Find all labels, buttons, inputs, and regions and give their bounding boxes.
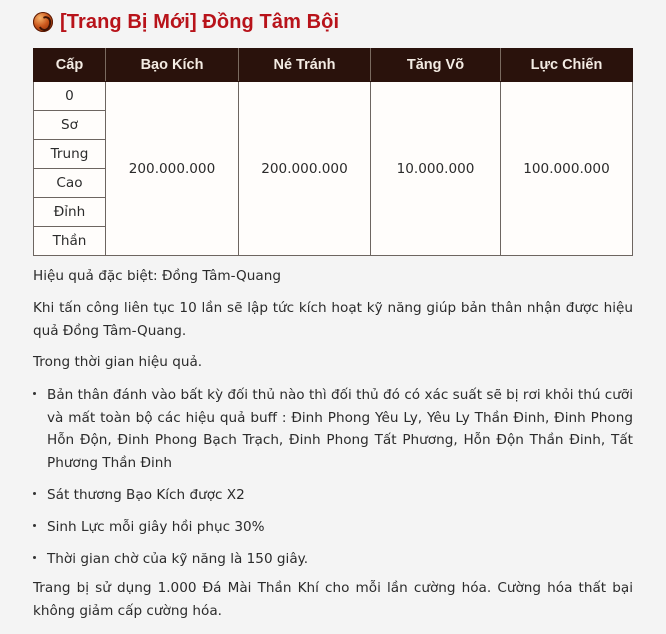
level-cell: Cao: [34, 169, 106, 198]
list-item: Sát thương Bạo Kích được X2: [33, 484, 633, 507]
crit-value: 200.000.000: [106, 82, 239, 256]
level-cell: Thần: [34, 227, 106, 256]
article-title-row: [33, 9, 339, 35]
level-cell: Đỉnh: [34, 198, 106, 227]
list-item: Bản thân đánh vào bất kỳ đối thủ nào thì đối thủ đó có xác suất sẽ bị rơi khỏi thú cưỡi và mất toàn bộ các hiệu quả buff : Đinh Phong Yêu Ly, Yêu Ly Thần Đinh, Đinh Phong Hỗn Độn, Đinh Phong Bạch Trạch, Đinh Phong Tất Phương, Hỗn Độn Thần Đinh, Tất Phương Thần Đinh: [33, 384, 633, 474]
list-item: Sinh Lực mỗi giây hồi phục 30%: [33, 516, 633, 539]
article-title: [Trang Bị Mới] Đồng Tâm Bội: [60, 10, 340, 33]
dodge-value: 200.000.000: [239, 82, 371, 256]
effect-list: [33, 384, 633, 580]
level-cell: Trung: [34, 140, 106, 169]
footer-text: Trang bị sử dụng 1.000 Đá Mài Thần Khí cho mỗi lần cường hóa. Cường hóa thất bại không giảm cấp cường hóa.: [33, 580, 633, 619]
duration-text: Trong thời gian hiệu quả.: [33, 354, 203, 370]
level-cell: 0: [34, 82, 106, 111]
level-cell: Sơ: [34, 111, 106, 140]
header-level: Cấp: [34, 49, 106, 82]
header-martial: Tăng Võ: [371, 49, 501, 82]
combat-power-value: 100.000.000: [501, 82, 633, 256]
special-effect-text: Hiệu quả đặc biệt: Đồng Tâm-Quang: [33, 268, 281, 284]
trigger-text: Khi tấn công liên tục 10 lần sẽ lập tức kích hoạt kỹ năng giúp bản thân nhận được hiệu quả Đồng Tâm-Quang.: [33, 300, 633, 339]
table-header-row: [34, 49, 633, 82]
table-row: [34, 82, 633, 111]
list-item: Thời gian chờ của kỹ năng là 150 giây.: [33, 548, 633, 571]
header-combat-power: Lực Chiến: [501, 49, 633, 82]
header-crit: Bạo Kích: [106, 49, 239, 82]
header-dodge: Né Tránh: [239, 49, 371, 82]
stats-table: [33, 48, 633, 256]
martial-value: 10.000.000: [371, 82, 501, 256]
equipment-orb-icon: [33, 12, 53, 32]
